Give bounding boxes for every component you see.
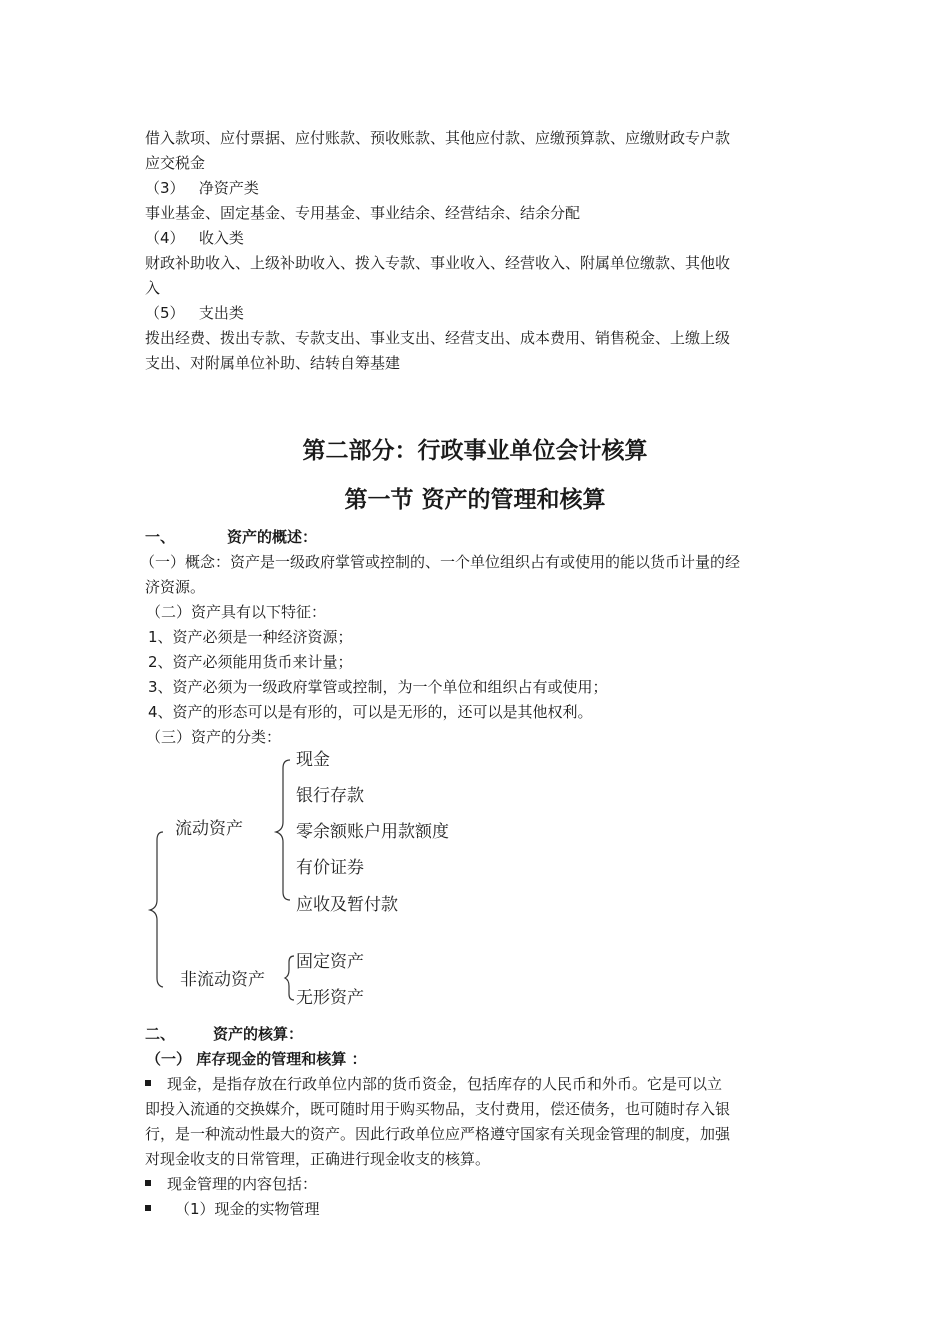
bullet-icon xyxy=(145,1080,151,1086)
part-title: 第二部分：行政事业单位会计核算 xyxy=(302,437,648,464)
feature-3: 3、资产必须为一级政府掌管或控制，为一个单位和组织占有或使用； xyxy=(148,678,608,696)
category-4-items-line1: 财政补助收入、上级补助收入、拨入专款、事业收入、经营收入、附属单位缴款、其他收 xyxy=(145,254,731,272)
bullet-icon xyxy=(145,1180,151,1186)
current-assets-brace xyxy=(276,760,290,900)
section-title: 第一节 资产的管理和核算 xyxy=(344,486,606,513)
category-4-label: 收入类 xyxy=(198,229,244,247)
cash-mgmt-text: 现金管理的内容包括： xyxy=(167,1175,318,1193)
category-3-items: 事业基金、固定基金、专用基金、事业结余、经营结余、结余分配 xyxy=(145,204,581,222)
category-5-items-line1: 拨出经费、拨出专款、专款支出、事业支出、经营支出、成本费用、销售税金、上缴上级 xyxy=(145,329,731,347)
cash-management-heading: （一） 库存现金的管理和核算 ： xyxy=(146,1050,367,1068)
feature-4: 4、资产的形态可以是有形的，可以是无形的，还可以是其他权利。 xyxy=(148,703,593,721)
concept-line2: 济资源。 xyxy=(145,578,206,596)
bullet-icon xyxy=(145,1205,151,1211)
cash-para-text1: 现金，是指存放在行政单位内部的货币资金，包括库存的人民币和外币。它是可以立 xyxy=(167,1075,723,1093)
tree-current-assets: 流动资产 xyxy=(175,819,243,839)
feature-1: 1、资产必须是一种经济资源； xyxy=(148,628,353,646)
classification-title: （三）资产的分类： xyxy=(146,728,282,746)
cash-mgmt-item-text: （1）现金的实物管理 xyxy=(175,1200,320,1218)
cash-mgmt-item-line xyxy=(145,1199,320,1219)
cash-mgmt-line xyxy=(145,1174,317,1194)
section-1-title: 资产的概述： xyxy=(227,528,318,546)
category-4-num: （4） xyxy=(145,229,185,247)
tree-item-bank-deposits: 银行存款 xyxy=(296,786,364,806)
tree-noncurrent-assets: 非流动资产 xyxy=(180,970,265,990)
noncurrent-assets-brace xyxy=(285,956,294,1000)
cash-para-line4: 对现金收支的日常管理，正确进行现金收支的核算。 xyxy=(145,1150,491,1168)
section-2-heading xyxy=(145,1024,303,1044)
tree-item-receivables: 应收及暂付款 xyxy=(296,895,398,915)
tree-item-cash: 现金 xyxy=(296,750,330,770)
liability-items-line1: 借入款项、应付票据、应付账款、预收账款、其他应付款、应缴预算款、应缴财政专户款 xyxy=(145,129,731,147)
liability-items-line2: 应交税金 xyxy=(145,154,206,172)
category-4-items-line2: 入 xyxy=(145,279,161,297)
feature-2: 2、资产必须能用货币来计量； xyxy=(148,653,353,671)
category-5-num: （5） xyxy=(145,304,185,322)
category-5-items-line2: 支出、对附属单位补助、结转自筹基建 xyxy=(145,354,401,372)
features-title: （二）资产具有以下特征： xyxy=(146,603,327,621)
cash-para-line1 xyxy=(145,1074,722,1094)
section-2-title: 资产的核算： xyxy=(213,1025,304,1043)
cash-para-line2: 即投入流通的交换媒介，既可随时用于购买物品，支付费用，偿还债务，也可随时存入银 xyxy=(145,1100,731,1118)
tree-item-intangible-assets: 无形资产 xyxy=(296,988,364,1008)
section-2-num: 二、 xyxy=(145,1025,176,1043)
category-3-label: 净资产类 xyxy=(198,179,259,197)
category-3-num: （3） xyxy=(145,179,185,197)
concept-line1: （一）概念：资产是一级政府掌管或控制的、一个单位组织占有或使用的能以货币计量的经 xyxy=(140,553,741,571)
tree-item-fixed-assets: 固定资产 xyxy=(296,952,364,972)
tree-item-zero-balance-quota: 零余额账户用款额度 xyxy=(296,822,449,842)
category-5-label: 支出类 xyxy=(198,304,244,322)
cash-para-line3: 行，是一种流动性最大的资产。因此行政单位应严格遵守国家有关现金管理的制度，加强 xyxy=(145,1125,731,1143)
tree-item-securities: 有价证券 xyxy=(296,858,364,878)
section-1-num: 一、 xyxy=(145,528,176,546)
outer-brace xyxy=(150,832,163,987)
